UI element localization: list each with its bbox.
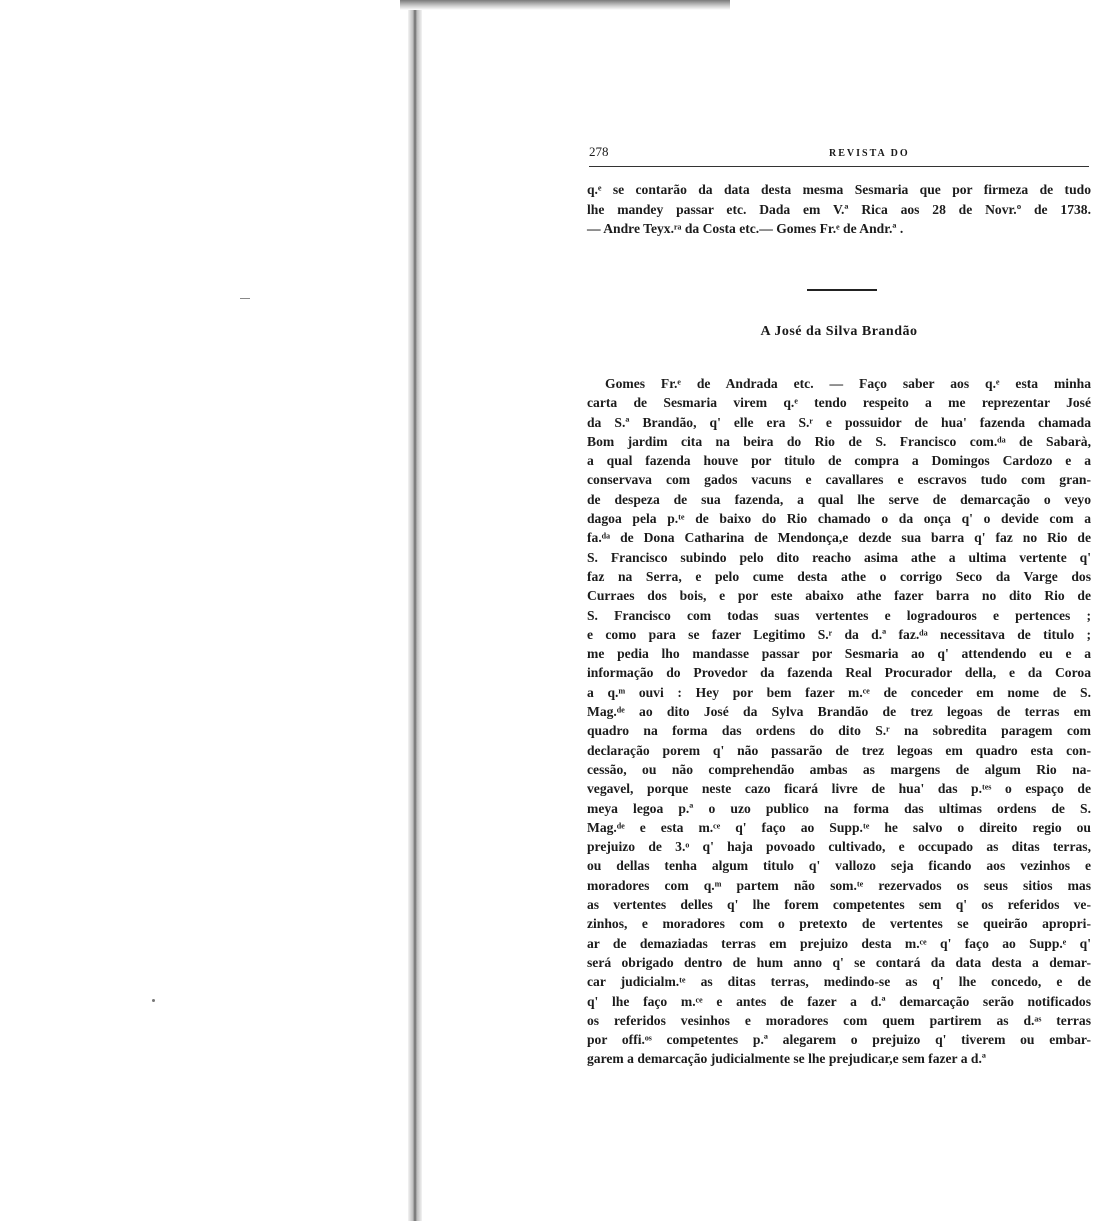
running-head: REVISTA DO bbox=[829, 148, 910, 159]
text-line: Bom jardim cita na beira do Rio de S. Francisco com.ᵈᵃ de Sabarà, bbox=[587, 433, 1091, 449]
text-line: Mag.ᵈᵉ ao dito José da Sylva Brandão de trez legoas de terras em bbox=[587, 704, 1091, 720]
left-blank-page bbox=[0, 0, 412, 1221]
section-divider bbox=[807, 289, 877, 291]
top-paragraph bbox=[587, 180, 1091, 239]
text-line: me pedia lho mandasse passar por Sesmaria ao q' attendendo eu e a bbox=[587, 646, 1091, 662]
text-line: ar de demaziadas terras em prejuizo desta m.ᶜᵉ q' faço ao Supp.ᵉ q' bbox=[587, 935, 1091, 951]
text-line: S. Francisco subindo pelo dito reacho asima athe a ultima vertente q' bbox=[587, 549, 1091, 565]
section-title: A José da Silva Brandão bbox=[760, 324, 918, 339]
text-line: zinhos, e moradores com o pretexto de vertentes se queirão apropri- bbox=[587, 916, 1091, 932]
text-line: q.ᵉ se contarão da data desta mesma Sesmaria que por firmeza de tudo bbox=[587, 182, 1091, 197]
text-line: — Andre Teyx.ʳᵃ da Costa etc.— Gomes Fr.ᵉ de Andr.ª . bbox=[587, 221, 904, 236]
text-line: vegavel, porque neste cazo ficará livre de hua' das p.ᵗᵉˢ o espaço de bbox=[587, 781, 1091, 797]
text-line: os referidos vesinhos e moradores com quem partirem as d.ᵃˢ terras bbox=[587, 1012, 1091, 1028]
text-line: e como para se fazer Legitimo S.ʳ da d.ª faz.ᵈᵃ necessitava de titulo ; bbox=[587, 626, 1091, 642]
text-line: S. Francisco com todas suas vertentes e logradouros e pertences ; bbox=[587, 607, 1091, 623]
text-line: Gomes Fr.ᵉ de Andrada etc. — Faço saber aos q.ᵉ esta minha bbox=[605, 376, 1091, 391]
text-line: q' lhe faço m.ᶜᵉ e antes de fazer a d.ª demarcação serão notificados bbox=[587, 993, 1091, 1009]
text-line: ou dellas tenha algum titulo q' vallozo seja ficando aos vezinhos e bbox=[587, 858, 1091, 874]
text-line: fa.ᵈᵃ de Dona Catharina de Mendonça,e dezde sua barra q' faz no Rio de bbox=[587, 530, 1091, 546]
text-line: faz na Serra, e pelo cume desta athe o corrigo Seco da Varge dos bbox=[587, 568, 1091, 584]
text-line: prejuizo de 3.ᵒ q' haja povoado cultivado, e occupado as ditas terras, bbox=[587, 839, 1091, 855]
page-mark bbox=[240, 298, 250, 299]
text-line: por offi.ᵒˢ competentes p.ª alegarem o prejuizo q' tiverem ou embar- bbox=[587, 1032, 1091, 1048]
text-line: a q.ᵐ ouvi : Hey por bem fazer m.ᶜᵉ de conceder em nome de S. bbox=[587, 684, 1091, 700]
text-line: a qual fazenda houve por titulo de compra a Domingos Cardozo e a bbox=[587, 453, 1091, 469]
text-line: declaração porem q' não passarão de trez legoas em quadro esta con- bbox=[587, 742, 1091, 758]
text-line: lhe mandey passar etc. Dada em V.ª Rica aos 28 de Novr.º de 1738. bbox=[587, 201, 1091, 217]
text-line: as vertentes delles q' lhe forem competentes sem q' os referidos ve- bbox=[587, 897, 1091, 913]
text-line: car judicialm.ᵗᵉ as ditas terras, medindo-se as q' lhe concedo, e de bbox=[587, 974, 1091, 990]
text-line: cessão, ou não comprehendão ambas as margens de algum Rio na- bbox=[587, 761, 1091, 777]
text-line: dagoa pela p.ᵗᵉ de baixo do Rio chamado o da onça q' o devide com a bbox=[587, 511, 1091, 527]
text-line: Curraes dos bois, e por este abaixo athe fazer barra no dito Rio de bbox=[587, 588, 1091, 604]
text-line: meya legoa p.ª o uzo publico na forma das ultimas ordens de S. bbox=[587, 800, 1091, 816]
text-line: informação do Provedor da fazenda Real Procurador della, e da Coroa bbox=[587, 665, 1091, 681]
text-line: moradores com q.ᵐ partem não som.ᵗᵉ rezervados os seus sitios mas bbox=[587, 877, 1091, 893]
page-speck bbox=[152, 999, 155, 1002]
book-gutter bbox=[408, 0, 422, 1221]
page-header bbox=[589, 144, 1089, 167]
text-line: garem a demarcação judicialmente se lhe prejudicar,e sem fazer a d.ª bbox=[587, 1051, 986, 1067]
text-line: conservava com gados vacuns e cavallares e escravos tudo com gran- bbox=[587, 472, 1091, 488]
text-line: de despeza de sua fazenda, a qual lhe serve de demarcação o veyo bbox=[587, 491, 1091, 507]
right-page bbox=[555, 0, 1095, 1221]
text-line: quadro na forma das ordens do dito S.ʳ na sobredita paragem com bbox=[587, 723, 1091, 739]
text-line: carta de Sesmaria virem q.ᵉ tendo respeito a me reprezentar José bbox=[587, 395, 1091, 411]
text-line: Mag.ᵈᵉ e esta m.ᶜᵉ q' faço ao Supp.ᵗᵉ he salvo o direito regio ou bbox=[587, 819, 1091, 835]
page-number: 278 bbox=[589, 144, 609, 159]
text-line: será obrigado dentro de hum anno q' se contará da data desta a demar- bbox=[587, 954, 1091, 970]
body-paragraph bbox=[587, 374, 1091, 1069]
text-line: da S.ª Brandão, q' elle era S.ʳ e possuidor de hua' fazenda chamada bbox=[587, 414, 1091, 430]
